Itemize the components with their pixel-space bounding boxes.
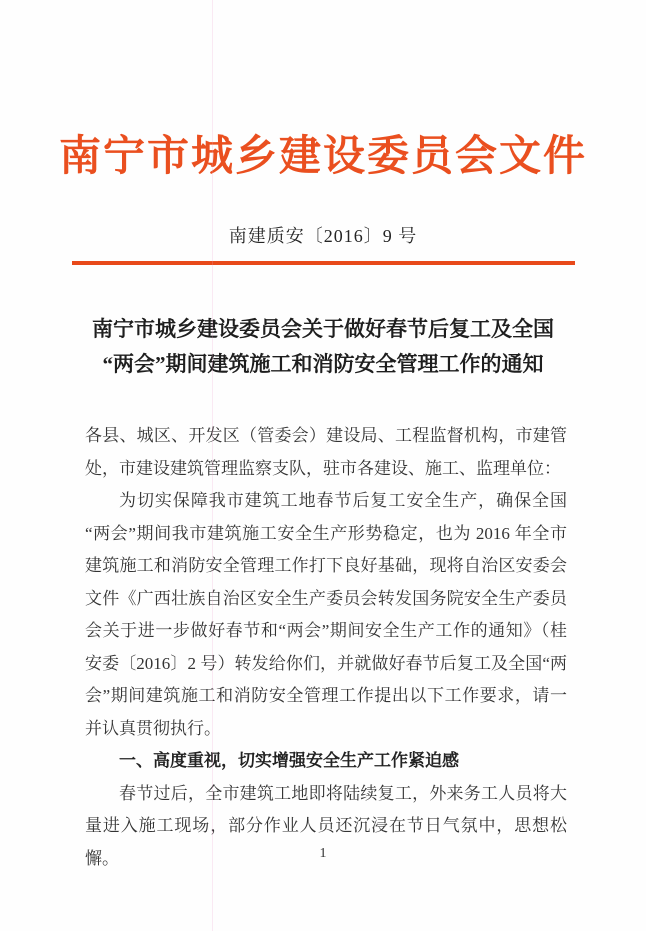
section-heading-1: 一、高度重视，切实增强安全生产工作紧迫感 xyxy=(119,751,459,770)
document-title xyxy=(40,312,606,382)
red-divider-line xyxy=(72,261,575,265)
body-paragraph-1: 为切实保障我市建筑工地春节后复工安全生产，确保全国“两会”期间我市建筑施工安全生产形势稳定，也为 2016 年全市建筑施工和消防安全管理工作打下良好基础，现将自治区安委会文件《广西壮族自治区安全生产委员会转发国务院安全生产委员会关于进一步做好春节和“两会”期间安全生产工作的通知》（桂安委〔2016〕2 号）转发给你们，并就做好春节后复工及全国“两会”期间建筑施工和消防安全管理工作提出以下工作要求，请一并认真贯彻执行。 xyxy=(85,491,567,738)
document-body xyxy=(85,420,567,875)
red-header-title: 南宁市城乡建设委员会文件 xyxy=(58,134,587,180)
document-number: 南建质安〔2016〕9 号 xyxy=(228,226,418,246)
document-title-line2: “两会”期间建筑施工和消防安全管理工作的通知 xyxy=(102,352,544,376)
document-title-line1: 南宁市城乡建设委员会关于做好春节后复工及全国 xyxy=(92,317,554,341)
body-paragraph-2: 春节过后，全市建筑工地即将陆续复工，外来务工人员将大量进入施工现场，部分作业人员还沉浸在节日气氛中，思想松懈。 xyxy=(85,783,567,868)
recipients-paragraph: 各县、城区、开发区（管委会）建设局、工程监督机构，市建管处，市建设建筑管理监察支队，驻市各建设、施工、监理单位： xyxy=(85,426,567,478)
page-number: 1 xyxy=(319,846,327,861)
